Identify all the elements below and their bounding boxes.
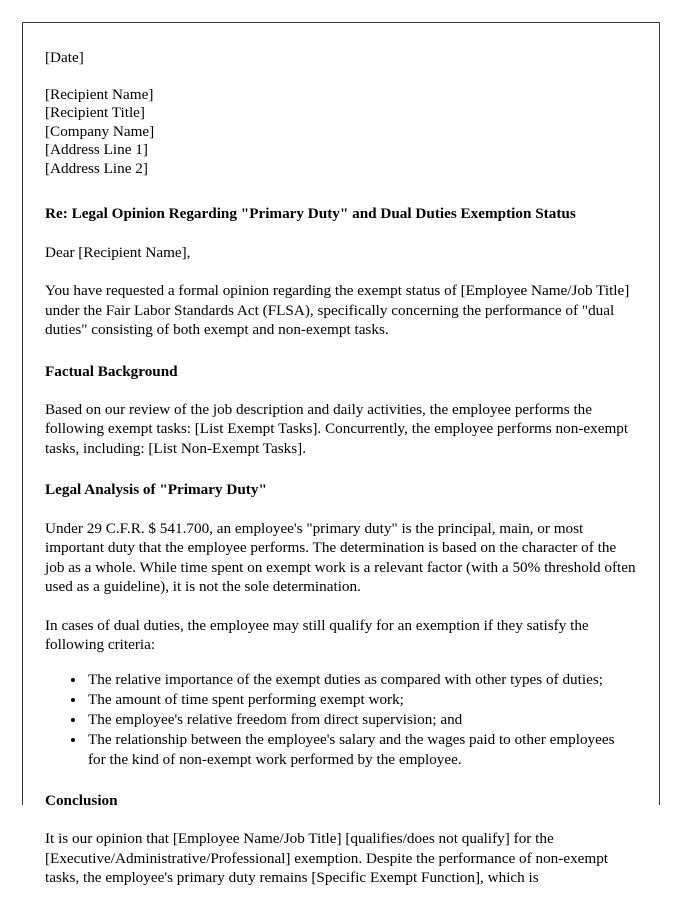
list-item: • The amount of time spent performing exempt work; xyxy=(86,690,636,709)
list-item: • The relative importance of the exempt duties as compared with other types of duties; xyxy=(86,670,636,689)
intro-paragraph: You have requested a formal opinion regarding the exempt status of [Employee Name/Job Title] under the Fair Labor Standards Act (FLSA), specifically concerning the performance of "dual duties" consisting of both exempt and non-exempt tasks. xyxy=(45,282,630,339)
legal-analysis-paragraph: Under 29 C.F.R. $ 541.700, an employee's "primary duty" is the principal, main, or most important duty that the employee performs. The determination is based on the character of the job as a whole. While time spent on exempt work is a relevant factor (with a 50% threshold often used as a guideline), it is not the sole determination. xyxy=(45,519,636,596)
salutation: Dear [Recipient Name], xyxy=(45,243,191,261)
recipient-address-block xyxy=(45,86,636,179)
date-line: [Date] xyxy=(45,49,84,66)
conclusion-heading: Conclusion xyxy=(45,792,118,810)
document-body xyxy=(23,23,659,888)
factual-background-heading: Factual Background xyxy=(45,362,178,380)
criteria-list xyxy=(45,670,636,769)
list-item: • The employee's relative freedom from direct supervision; and xyxy=(86,710,636,729)
address-line-1: [Address Line 1] xyxy=(45,141,148,159)
factual-background-paragraph: Based on our review of the job description and daily activities, the employee performs the following exempt tasks: [List Exempt Tasks]. Concurrently, the employee performs non-exempt tasks, including: [List Non-Exempt Tasks]. xyxy=(45,401,629,457)
company-name-line: [Company Name] xyxy=(45,122,155,140)
document-page xyxy=(22,22,660,887)
address-line-2: [Address Line 2] xyxy=(45,159,148,177)
legal-analysis-heading: Legal Analysis of "Primary Duty" xyxy=(45,481,267,499)
recipient-name-line: [Recipient Name] xyxy=(45,85,154,103)
criteria-intro-paragraph: In cases of dual duties, the employee may still qualify for an exemption if they satisfy the following criteria: xyxy=(45,616,589,654)
recipient-title-line: [Recipient Title] xyxy=(45,104,145,122)
date-recipient-spacer xyxy=(45,68,636,86)
conclusion-paragraph: It is our opinion that [Employee Name/Job Title] [qualifies/does not qualify] for the [Executive/Administrative/Professional] exemption. Despite the performance of non-exempt tasks, the employee's primary duty remains [Specific Exempt Function], which is xyxy=(45,830,609,887)
list-item: • The relationship between the employee's salary and the wages paid to other employees for the kind of non-exempt work performed by the employee. xyxy=(86,730,636,769)
subject-line: Re: Legal Opinion Regarding "Primary Duty" and Dual Duties Exemption Status xyxy=(45,205,576,223)
date-block xyxy=(45,49,636,68)
